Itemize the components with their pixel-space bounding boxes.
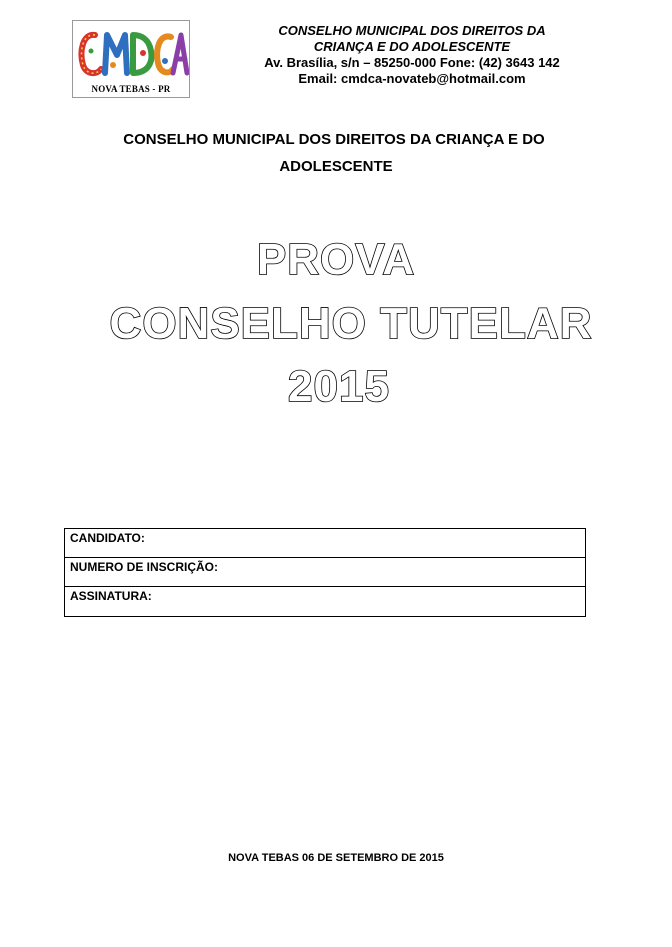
subtitle-line1: CONSELHO MUNICIPAL DOS DIREITOS DA CRIANÇA E DO bbox=[123, 131, 545, 148]
candidate-row[interactable] bbox=[65, 529, 585, 558]
registration-row[interactable] bbox=[65, 558, 585, 587]
logo-caption: NOVA TEBAS - PR bbox=[91, 84, 171, 94]
header-email: Email: cmdca-novateb@hotmail.com bbox=[298, 71, 526, 86]
title-prova: PROVA bbox=[256, 235, 416, 284]
title-conselho-tutelar: CONSELHO TUTELAR bbox=[109, 299, 593, 348]
signature-row[interactable] bbox=[65, 587, 585, 616]
registration-label: NUMERO DE INSCRIÇÃO: bbox=[70, 560, 219, 574]
signature-label: ASSINATURA: bbox=[70, 589, 152, 603]
candidate-label: CANDIDATO: bbox=[70, 531, 145, 545]
header-address: Av. Brasília, s/n – 85250-000 Fone: (42) 3643 142 bbox=[264, 55, 560, 70]
header-title-line1: CONSELHO MUNICIPAL DOS DIREITOS DA bbox=[278, 23, 546, 38]
subtitle-line2: ADOLESCENTE bbox=[279, 158, 393, 175]
footer-date: NOVA TEBAS 06 DE SETEMBRO DE 2015 bbox=[228, 852, 444, 864]
candidate-info-table bbox=[64, 528, 586, 617]
cmdca-logo bbox=[72, 20, 190, 98]
title-year: 2015 bbox=[288, 362, 390, 411]
header-title-line2: CRIANÇA E DO ADOLESCENTE bbox=[313, 39, 511, 54]
